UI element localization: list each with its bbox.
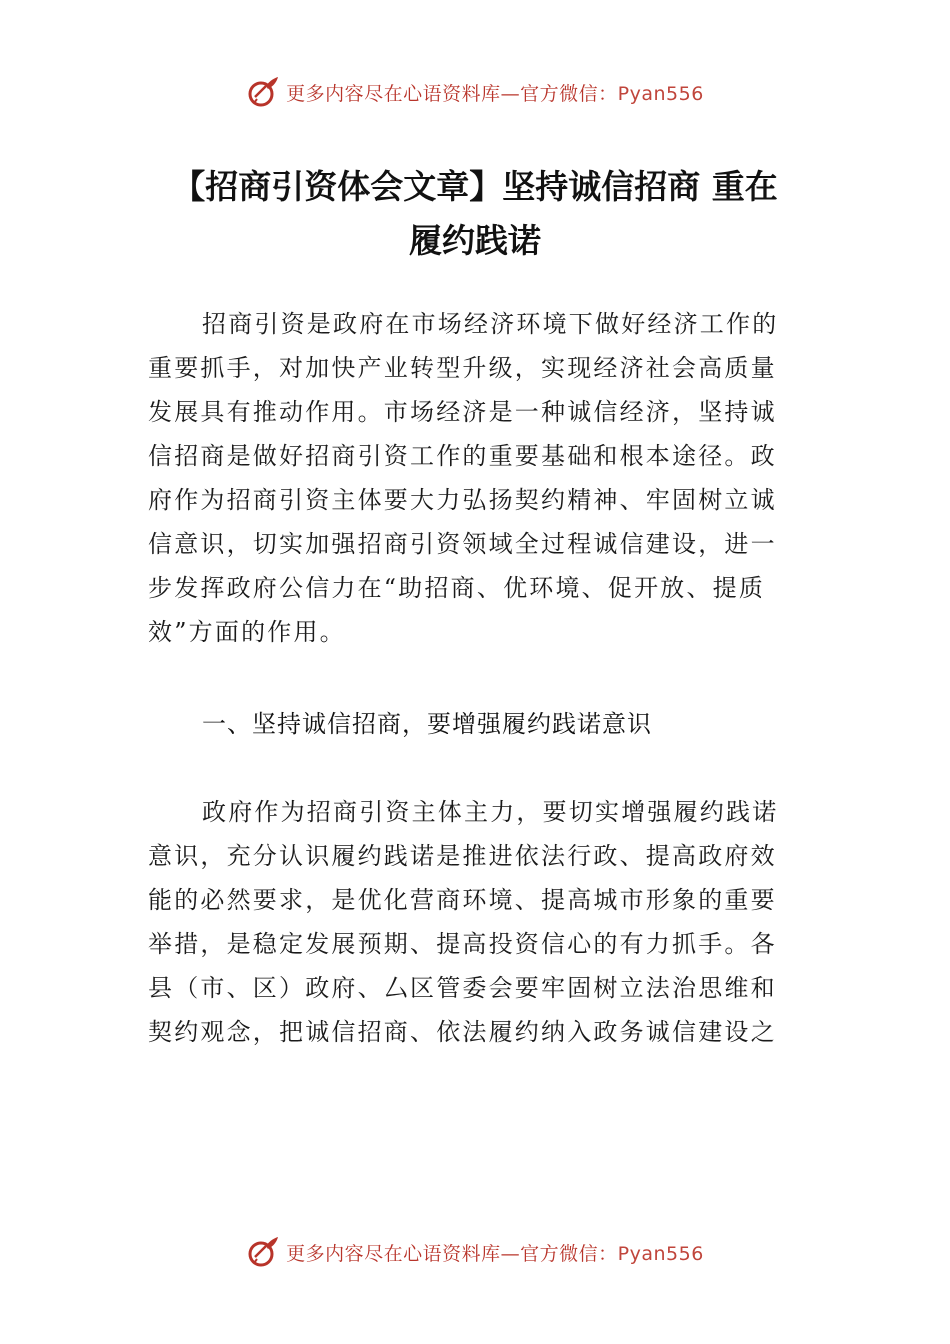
quill-seal-icon: [246, 75, 280, 109]
text-line: 发展具有推动作用。市场经济是一种诚信经济，坚持诚: [148, 398, 777, 426]
paragraph-section-1: [148, 790, 808, 1054]
document-title: [100, 160, 850, 268]
paragraph-intro: [148, 302, 808, 654]
quill-seal-icon: [246, 1235, 280, 1269]
text-line: 契约观念，把诚信招商、依法履约纳入政务诚信建设之: [148, 1018, 777, 1046]
text-line: 信意识，切实加强招商引资领域全过程诚信建设，进一: [148, 530, 777, 558]
title-line-1: 【招商引资体会文章】坚持诚信招商 重在: [172, 167, 778, 206]
section-heading-1: 一、坚持诚信招商，要增强履约践诺意识: [202, 710, 652, 738]
text-line: 意识，充分认识履约践诺是推进依法行政、提高政府效: [148, 842, 777, 870]
text-line: 府作为招商引资主体要大力弘扬契约精神、牢固树立诚: [148, 486, 777, 514]
text-line: 举措，是稳定发展预期、提高投资信心的有力抓手。各: [148, 930, 777, 958]
footer-banner-text: 更多内容尽在心语资料库—官方微信：Pyan556: [286, 1242, 704, 1265]
text-line: 政府作为招商引资主体主力，要切实增强履约践诺: [202, 798, 779, 826]
header-banner-text: 更多内容尽在心语资料库—官方微信：Pyan556: [286, 82, 704, 105]
text-line: 重要抓手，对加快产业转型升级，实现经济社会高质量: [148, 354, 777, 382]
wechat-id: Pyan556: [617, 82, 704, 105]
wechat-id: Pyan556: [617, 1242, 704, 1265]
header-banner: [0, 72, 950, 112]
text-line: 信招商是做好招商引资工作的重要基础和根本途径。政: [148, 442, 777, 470]
text-line: 县（市、区）政府、厶区管委会要牢固树立法治思维和: [148, 974, 777, 1002]
text-line: 步发挥政府公信力在“助招商、优环境、促开放、提质: [148, 574, 766, 602]
title-line-2: 履约践诺: [409, 221, 541, 260]
footer-banner: [0, 1232, 950, 1272]
text-line: 效”方面的作用。: [148, 618, 346, 646]
text-line: 能的必然要求，是优化营商环境、提高城市形象的重要: [148, 886, 777, 914]
text-line: 招商引资是政府在市场经济环境下做好经济工作的: [202, 310, 779, 338]
